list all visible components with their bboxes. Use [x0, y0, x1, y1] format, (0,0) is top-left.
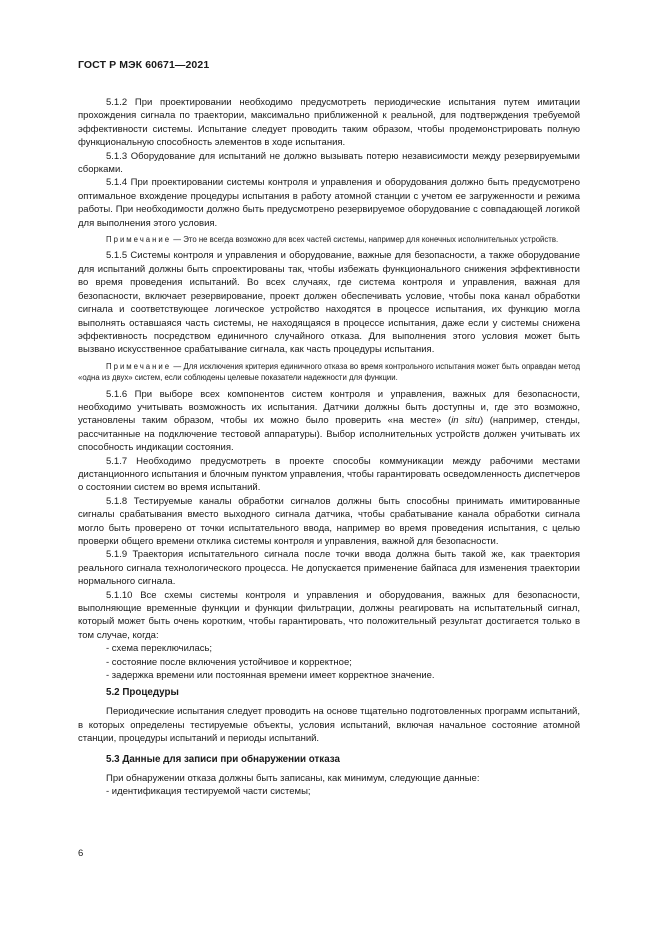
paragraph-5-1-10: 5.1.10 Все схемы системы контроля и управления и оборудования, важных для безопасности, выполняющие временные функции и функции фильтрации, должны реагировать на испытательный сигнал, который может быть очень коротким, чтобы гарантировать, что положительный результат достигается только в том случае, когда:: [78, 589, 580, 641]
page-body: [78, 96, 580, 799]
note-1: [78, 234, 580, 245]
paragraph-5-2: Периодические испытания следует проводить на основе тщательно подготовленных программ испытаний, в которых определены тестируемые объекты, условия испытаний, включая начальное состояние атомной станции, процедуры испытаний и периоды испытаний.: [78, 706, 580, 745]
paragraph-text: ) (например, стенды, рассчитанные на подключение тестовой аппаратуры). Выбор исполнительных устройств должен учитывать их способность индикации состояния.: [78, 415, 580, 454]
paragraph-5-1-2: 5.1.2 При проектировании необходимо предусмотреть периодические испытания путем имитации прохождения сигнала по траектории, максимально приближенной к реальной, для подтверждения требуемой эффективности системы. Испытание следует проводить таким образом, чтобы продемонстрировать полную функциональную способность элементов в ходе испытания.: [78, 97, 580, 149]
paragraph-5-1-6: [78, 388, 580, 455]
paragraph-5-1-8: 5.1.8 Тестируемые каналы обработки сигналов должны быть способны принимать имитированные сигналы срабатывания вместо выходного сигнала датчика, чтобы срабатывание канала обработки сигнала могло быть проверено от точки испытательного ввода, например во время проведения испытания, с целью проверки общего времени отклика системы контроля и управления, важной для безопасности.: [78, 495, 580, 547]
paragraph-5-1-3: 5.1.3 Оборудование для испытаний не должно вызывать потерю независимости между резервируемыми сборками.: [78, 150, 580, 176]
note-text: — Это не всегда возможно для всех частей системы, например для конечных исполнительных устройств.: [171, 235, 559, 245]
list-item: - задержка времени или постоянная времени имеет корректное значение.: [106, 670, 435, 682]
list-item: - идентификация тестируемой части системы;: [106, 786, 311, 798]
condition-list: [78, 642, 580, 682]
document-header: ГОСТ Р МЭК 60671—2021: [78, 59, 210, 71]
list-item: - схема переключилась;: [106, 643, 213, 655]
note-label: Примечание: [106, 361, 172, 371]
record-list: [78, 785, 580, 798]
paragraph-5-1-4: 5.1.4 При проектировании системы контроля и управления и оборудования должно быть предусмотрено оптимальное вхождение процедуры испытания в работу атомной станции с учетом ее загруженности и режима работы. При необходимости должно быть предусмотрено резервируемое оборудование с совпадающей логикой для выполнения этого условия.: [78, 177, 580, 229]
paragraph-5-1-5: 5.1.5 Системы контроля и управления и оборудование, важные для безопасности, а также оборудование для испытаний должны быть спроектированы так, чтобы избежать функционального снижения эффективности во время проведения испытаний. Во всех случаях, где система контроля и управления, важная для безопасности, включает резервирование, проект должен обеспечивать условие, чтобы пока канал обработки сигнала и соответствующее логическое устройство находятся в процессе испытания, их функцию могла выполнять оставшаяся часть системы, не находящаяся в процессе испытания, даже если у системы снижена эффективность посредством единичного случайного отказа. Для выполнения этого условия может быть вызвано искусственное срабатывание сигнала, как часть процедуры испытания.: [78, 250, 580, 356]
note-2: [78, 361, 580, 384]
list-item: - состояние после включения устойчивое и корректное;: [106, 656, 352, 668]
paragraph-5-1-7: 5.1.7 Необходимо предусмотреть в проекте способы коммуникации между рабочими местами дистанционного испытания и блочным пунктом управления, чтобы гарантировать осведомленность диспетчеров о состоянии систем во время испытаний.: [78, 455, 580, 494]
latin-term: in situ: [451, 415, 480, 427]
paragraph-5-3: При обнаружении отказа должны быть записаны, как минимум, следующие данные:: [106, 772, 480, 784]
page-number: 6: [78, 848, 84, 859]
note-label: Примечание: [106, 235, 172, 245]
section-heading-5-3: 5.3 Данные для записи при обнаружении отказа: [106, 753, 340, 765]
note-text: — Для исключения критерия единичного отказа во время контрольного испытания может быть оправдан метод «одна из двух» систем, если соблюдены целевые показатели надежности для функции.: [78, 361, 580, 383]
paragraph-text: 5.1.6 При выборе всех компонентов систем контроля и управления, важных для безопасности, необходимо учитывать возможность их испытания. Датчики должны быть доступны и, где это возможно, установлены таким образом, чтобы их можно было проверить «на месте» (: [78, 388, 580, 427]
section-heading-5-2: 5.2 Процедуры: [106, 687, 179, 699]
paragraph-5-1-9: 5.1.9 Траектория испытательного сигнала после точки ввода должна быть такой же, как траектория реального сигнала технологического процесса. Не допускается применение байпаса для изменения траектории нормального сигнала.: [78, 549, 580, 588]
